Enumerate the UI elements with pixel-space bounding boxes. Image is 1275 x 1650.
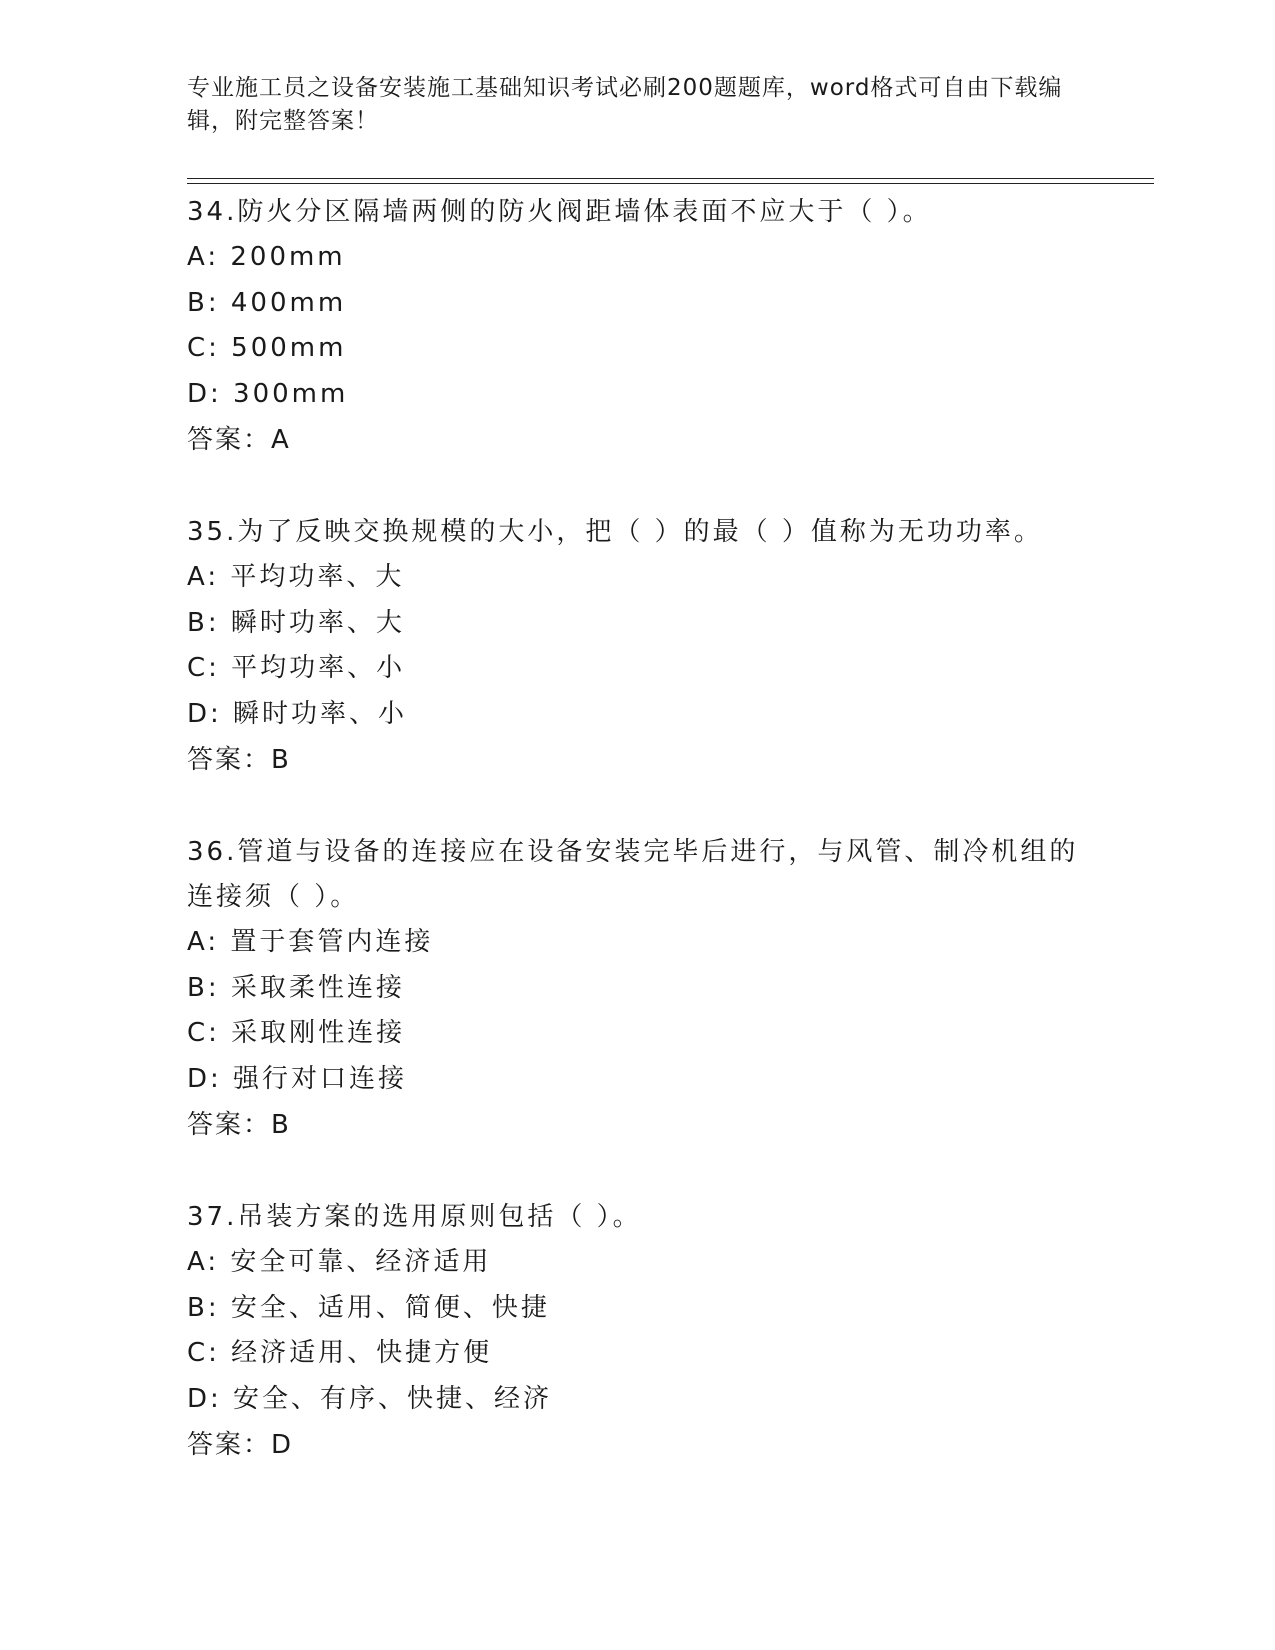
question-text: 37.吊装方案的选用原则包括（ ）。 — [187, 1202, 642, 1232]
question-text: 34.防火分区隔墙两侧的防火阀距墙体表面不应大于（ ）。 — [187, 197, 932, 227]
option-a: A: 平均功率、大 — [187, 562, 405, 592]
option-d: D: 安全、有序、快捷、经济 — [187, 1383, 553, 1414]
question-34 — [187, 190, 1087, 463]
answer-line: 答案：D — [187, 1430, 294, 1460]
document-header: 专业施工员之设备安装施工基础知识考试必刷200题题库，word格式可自由下载编辑，附完整答案！ — [187, 75, 1063, 134]
question-37 — [187, 1195, 1087, 1468]
option-a: A: 200mm — [187, 242, 346, 272]
option-a: A: 置于套管内连接 — [187, 927, 434, 957]
option-b: B: 安全、适用、简便、快捷 — [187, 1292, 550, 1323]
question-spacer — [187, 783, 1087, 830]
question-spacer — [187, 463, 1087, 510]
option-c: C: 经济适用、快捷方便 — [187, 1338, 493, 1368]
answer-line: 答案：A — [187, 425, 291, 455]
question-spacer — [187, 1148, 1087, 1195]
header-divider-top — [187, 178, 1154, 179]
option-c: C: 500mm — [187, 333, 347, 363]
answer-line: 答案：B — [187, 745, 291, 775]
question-35 — [187, 510, 1087, 783]
question-text: 35.为了反映交换规模的大小，把（ ）的最（ ）值称为无功功率。 — [187, 517, 1043, 547]
option-d: D: 瞬时功率、小 — [187, 698, 408, 729]
answer-line: 答案：B — [187, 1110, 291, 1140]
option-a: A: 安全可靠、经济适用 — [187, 1247, 492, 1277]
option-d: D: 300mm — [187, 378, 349, 409]
header-divider-bottom — [187, 183, 1154, 184]
question-text: 36.管道与设备的连接应在设备安装完毕后进行，与风管、制冷机组的连接须（ ）。 — [187, 837, 1079, 912]
option-c: C: 平均功率、小 — [187, 653, 406, 683]
option-b: B: 瞬时功率、大 — [187, 607, 405, 638]
question-list — [187, 190, 1087, 1468]
option-b: B: 400mm — [187, 287, 347, 318]
question-36 — [187, 830, 1087, 1148]
option-c: C: 采取刚性连接 — [187, 1018, 406, 1048]
option-b: B: 采取柔性连接 — [187, 972, 405, 1003]
option-d: D: 强行对口连接 — [187, 1063, 408, 1094]
